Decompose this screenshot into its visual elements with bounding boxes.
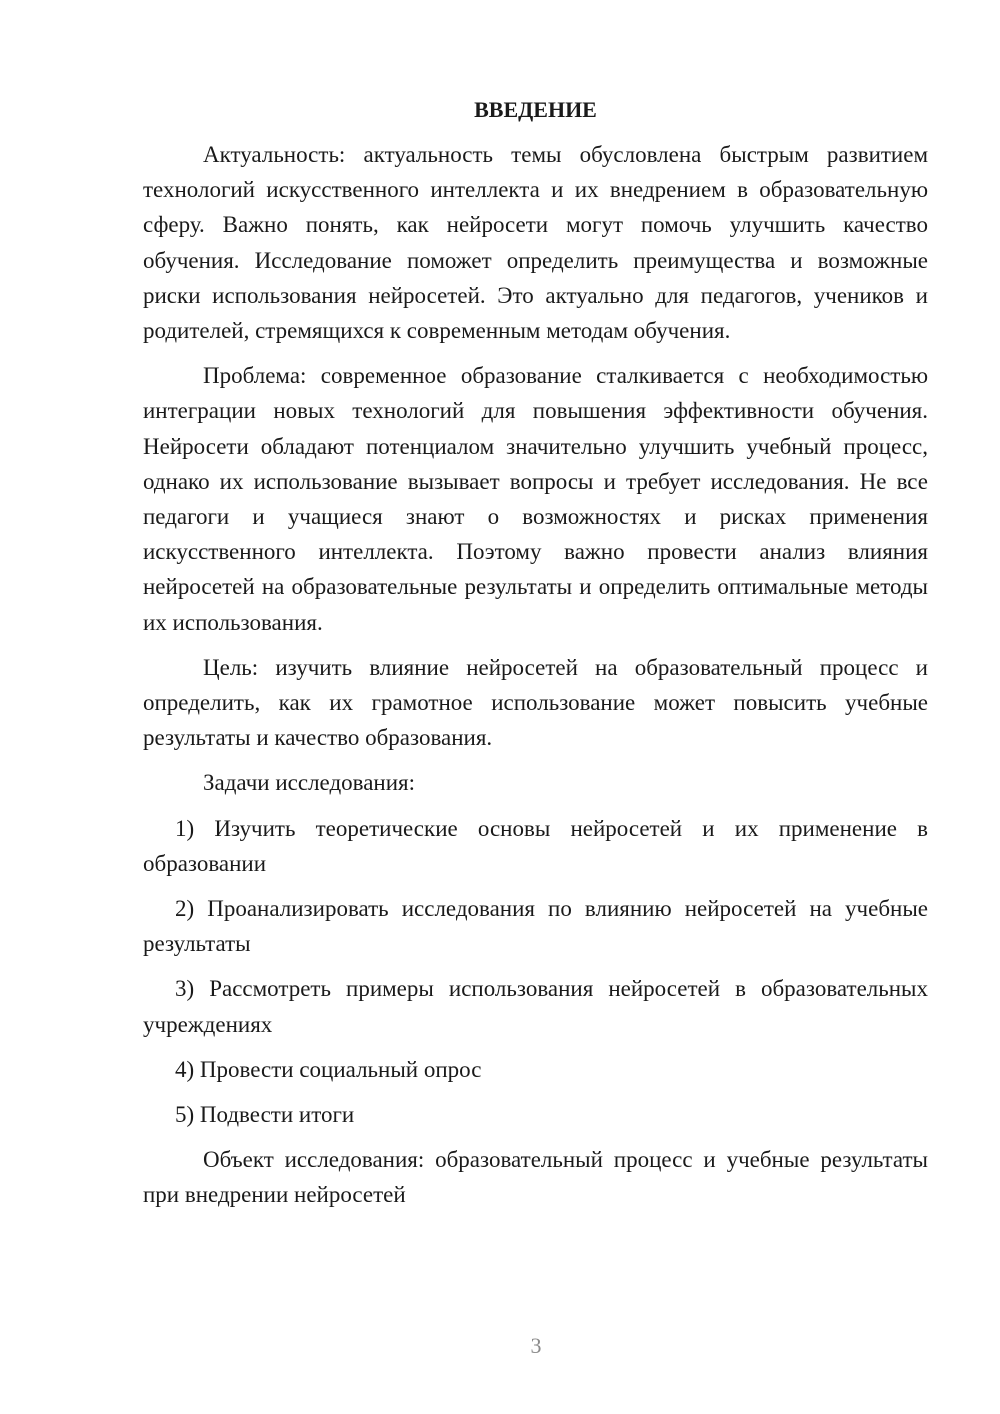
task-item: 3) Рассмотреть примеры использования нейросетей в образовательных учреждениях xyxy=(143,976,928,1037)
tasks-heading: Задачи исследования: xyxy=(203,770,416,796)
problem-paragraph: Проблема: современное образование сталкивается с необходимостью интеграции новых технологий для повышения эффективности обучения. Нейросети обладают потенциалом значительно улучшить учебный процесс, однако их использование вызывает вопросы и требует исследования. Не все педагоги и учащиеся знают о возможностях и рисках применения искусственного интеллекта. Поэтому важно провести анализ влияния нейросетей на образовательные результаты и определить оптимальные методы их использования. xyxy=(143,363,928,635)
goal-paragraph: Цель: изучить влияние нейросетей на образовательный процесс и определить, как их грамотное использование может повысить учебные результаты и качество образования. xyxy=(143,654,928,751)
relevance-paragraph: Актуальность: актуальность темы обусловлена быстрым развитием технологий искусственного интеллекта и их внедрением в образовательную сферу. Важно понять, как нейросети могут помочь улучшить качество обучения. Исследование поможет определить преимущества и возможные риски использования нейросетей. Это актуально для педагогов, учеников и родителей, стремящихся к современным методам обучения. xyxy=(143,142,928,344)
document-page xyxy=(143,92,928,1223)
task-item: 1) Изучить теоретические основы нейросетей и их применение в образовании xyxy=(143,815,928,876)
task-item: 2) Проанализировать исследования по влиянию нейросетей на учебные результаты xyxy=(143,896,928,957)
tasks-list xyxy=(143,811,928,1133)
task-item: 5) Подвести итоги xyxy=(175,1102,355,1128)
page-number: 3 xyxy=(530,1333,542,1358)
section-title: ВВЕДЕНИЕ xyxy=(474,97,597,122)
task-item: 4) Провести социальный опрос xyxy=(175,1056,482,1082)
object-paragraph: Объект исследования: образовательный процесс и учебные результаты при внедрении нейросетей xyxy=(143,1147,928,1208)
